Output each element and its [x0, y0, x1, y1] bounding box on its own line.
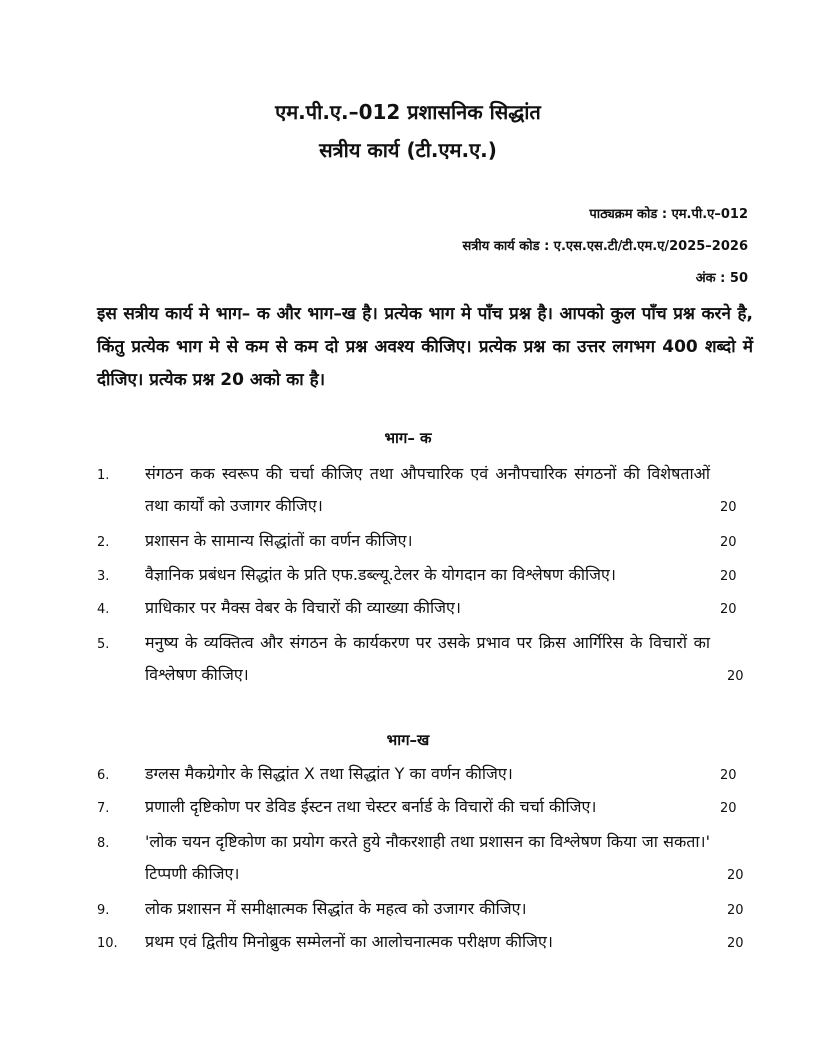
- question-text: डग्लस मैकग्रेगोर के सिद्धांत X तथा सिद्धांत Y का वर्णन कीजिए।: [145, 764, 513, 783]
- question-number: 2.: [97, 535, 110, 550]
- question-marks: 20: [727, 903, 744, 918]
- question-text: 'लोक चयन दृष्टिकोण का प्रयोग करते हुये नौकरशाही तथा प्रशासन का विश्लेषण किया जा सकता।' टिप्पणी कीजिए।: [145, 832, 710, 883]
- question-marks: 20: [727, 936, 744, 951]
- question-marks: 20: [720, 500, 737, 515]
- section-heading-a: भाग– क: [384, 429, 432, 447]
- total-marks: अंक : 50: [695, 271, 748, 286]
- question-text: प्रशासन के सामान्य सिद्धांतों का वर्णन कीजिए।: [145, 531, 413, 550]
- question-number: 3.: [97, 569, 110, 584]
- question-marks: 20: [720, 602, 737, 617]
- question-text: प्राधिकार पर मैक्स वेबर के विचारों की व्याख्या कीजिए।: [145, 598, 461, 617]
- question-text: प्रथम एवं द्वितीय मिनोब्रुक सम्मेलनों का आलोचनात्मक परीक्षण कीजिए।: [145, 932, 553, 951]
- question-marks: 20: [727, 868, 744, 883]
- course-code: पाठ्यक्रम कोड : एम.पी.ए–012: [589, 207, 748, 222]
- question-number: 7.: [97, 801, 110, 816]
- question-text: संगठन कक स्वरूप की चर्चा कीजिए तथा औपचारिक एवं अनौपचारिक संगठनों की विशेषताओं तथा कार्यों को उजागर कीजिए।: [145, 464, 710, 515]
- question-number: 10.: [97, 936, 118, 951]
- question-marks: 20: [720, 768, 737, 783]
- question-text: प्रणाली दृष्टिकोण पर डेविड ईस्टन तथा चेस्टर बर्नार्ड के विचारों की चर्चा कीजिए।: [145, 797, 597, 816]
- question-text: लोक प्रशासन में समीक्षात्मक सिद्धांत के महत्व को उजागर कीजिए।: [145, 899, 527, 918]
- question-number: 5.: [97, 637, 110, 652]
- question-marks: 20: [720, 535, 737, 550]
- question-number: 9.: [97, 903, 110, 918]
- section-heading-b: भाग–ख: [386, 731, 430, 749]
- question-text: मनुष्य के व्यक्तित्व और संगठन के कार्यकरण पर उसके प्रभाव पर क्रिस आर्गिरिस के विचारों का विश्लेषण कीजिए।: [145, 633, 710, 684]
- question-marks: 20: [720, 569, 737, 584]
- question-number: 6.: [97, 768, 110, 783]
- question-number: 8.: [97, 836, 110, 851]
- question-marks: 20: [727, 669, 744, 684]
- question-number: 4.: [97, 602, 110, 617]
- question-text: वैज्ञानिक प्रबंधन सिद्धांत के प्रति एफ.डब्ल्यू.टेलर के योगदान का विश्लेषण कीजिए।: [145, 565, 616, 584]
- page-subtitle: सत्रीय कार्य (टी.एम.ए.): [319, 138, 497, 162]
- question-marks: 20: [720, 801, 737, 816]
- question-number: 1.: [97, 468, 110, 483]
- instructions: इस सत्रीय कार्य मे भाग– क और भाग–ख है। प्रत्येक भाग मे पाँच प्रश्न है। आपको कुल पाँच प्रश्न करने है, किंतु प्रत्येक भाग मे से कम से कम दो प्रश्न अवश्य कीजिए। प्रत्येक प्रश्न का उत्तर लगभग 400 शब्दो में दीजिए। प्रत्येक प्रश्न 20 अको का है।: [97, 304, 753, 390]
- assignment-code: सत्रीय कार्य कोड : ए.एस.एस.टी/टी.एम.ए/2025–2026: [462, 239, 748, 254]
- page-title: एम.पी.ए.–012 प्रशासनिक सिद्धांत: [275, 100, 541, 124]
